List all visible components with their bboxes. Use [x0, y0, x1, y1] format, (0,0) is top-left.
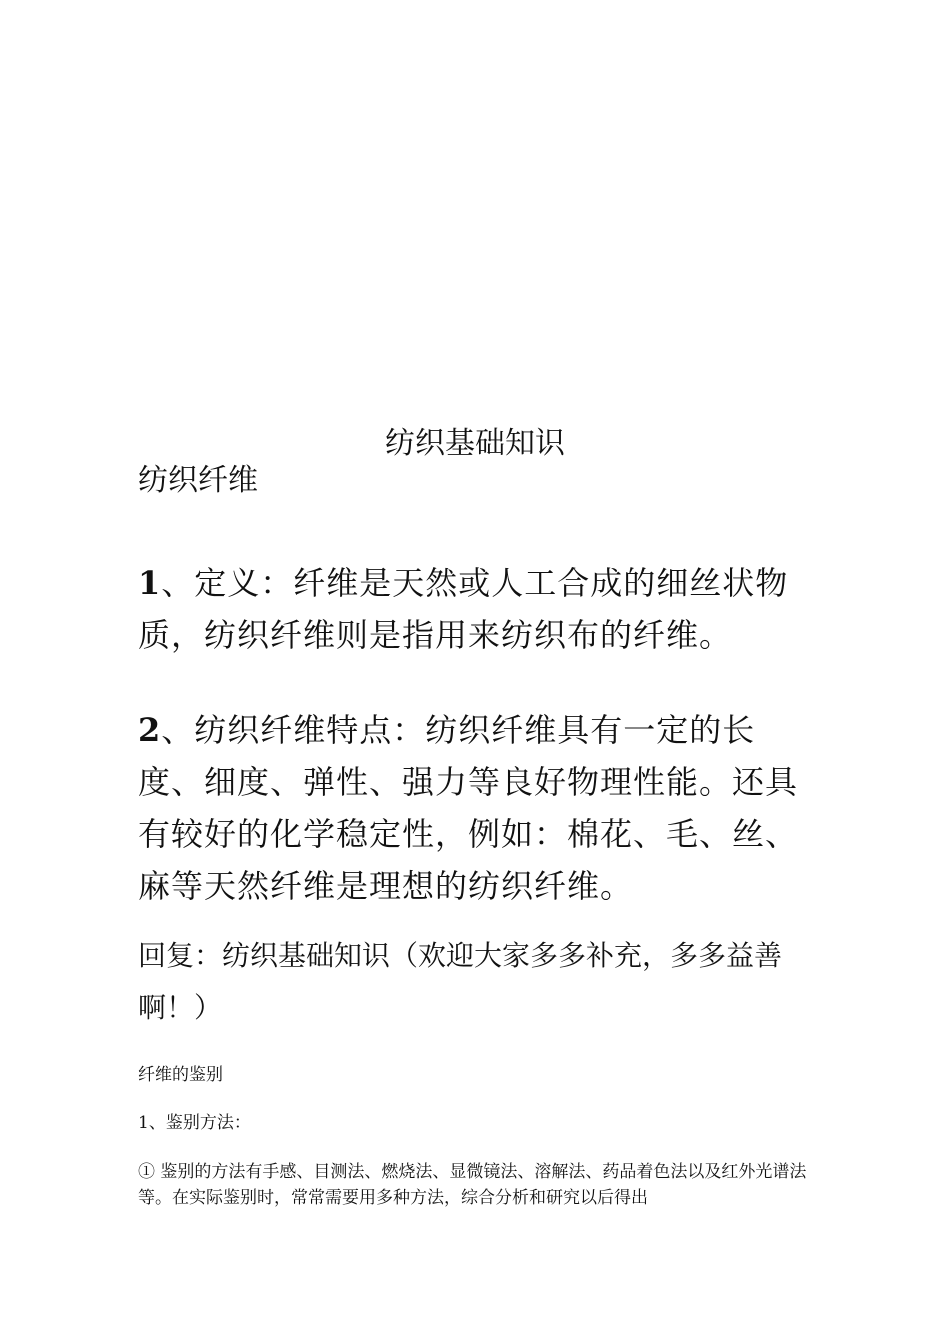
features-paragraph	[138, 704, 818, 912]
reply-paragraph: 回复：纺织基础知识（欢迎大家多多补充，多多益善啊！）	[138, 939, 783, 1024]
paragraph-number: 1	[138, 564, 162, 602]
sub-heading: 纤维的鉴别	[138, 1065, 223, 1085]
section-heading: 纺织纤维	[138, 463, 258, 498]
definition-paragraph	[138, 557, 818, 661]
paragraph-text: 、定义：纤维是天然或人工合成的细丝状物质，纺织纤维则是指用来纺织布的纤维。	[138, 564, 789, 654]
method-paragraph: ① 鉴别的方法有手感、目测法、燃烧法、显微镜法、溶解法、药品着色法以及红外光谱法等。在实际鉴别时，常常需要用多种方法，综合分析和研究以后得出	[138, 1162, 807, 1208]
method-title: 1、鉴别方法：	[138, 1113, 251, 1133]
paragraph-text: 、纺织纤维特点：纺织纤维具有一定的长度、细度、弹性、强力等良好物理性能。还具有较好的化学稳定性，例如：棉花、毛、丝、麻等天然纤维是理想的纺织纤维。	[138, 711, 799, 905]
document-title: 纺织基础知识	[385, 426, 565, 461]
paragraph-number: 2	[138, 711, 162, 749]
